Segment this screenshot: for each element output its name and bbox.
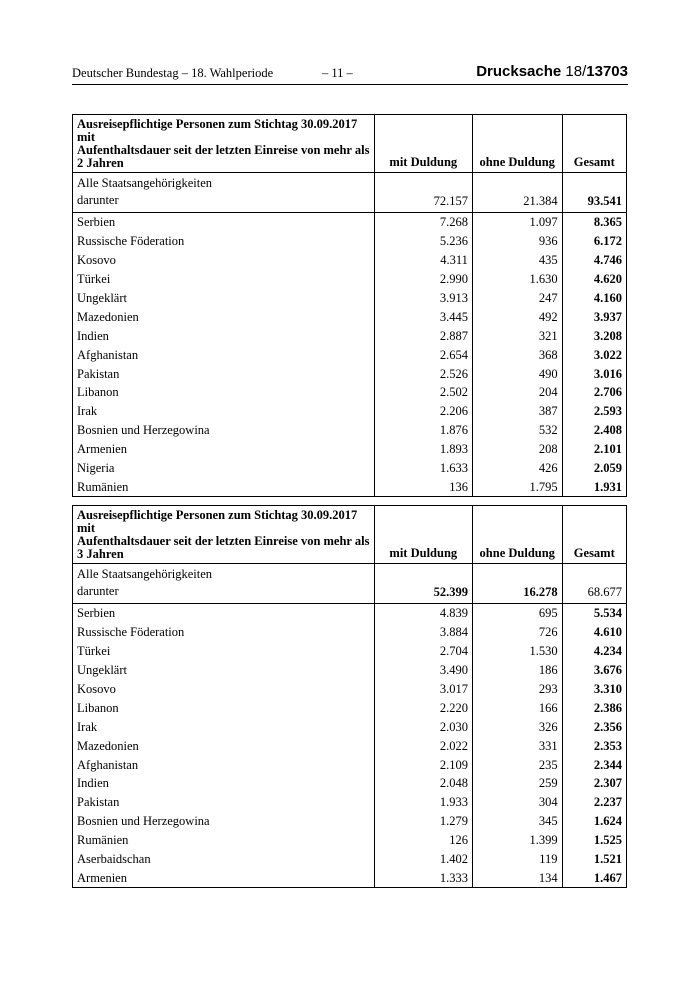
ohne-duldung-cell: 304 [472, 793, 562, 812]
col-header-ohne-duldung: ohne Duldung [472, 115, 562, 173]
country-cell: Russische Föderation [73, 623, 375, 642]
gesamt-cell: 2.386 [562, 698, 626, 717]
gesamt-cell: 2.408 [562, 421, 626, 440]
mit-duldung-cell: 2.206 [374, 402, 472, 421]
table-row [73, 383, 627, 402]
country-cell: Russische Föderation [73, 232, 375, 251]
doc-number: 13703 [586, 63, 628, 80]
table-row [73, 604, 627, 623]
table-row [73, 831, 627, 850]
table-row [73, 755, 627, 774]
table-row [73, 680, 627, 699]
gesamt-cell: 3.310 [562, 680, 626, 699]
ohne-duldung-cell: 387 [472, 402, 562, 421]
table-row [73, 326, 627, 345]
country-cell: Aserbaidschan [73, 850, 375, 869]
gesamt-cell: 2.593 [562, 402, 626, 421]
country-cell: Mazedonien [73, 307, 375, 326]
country-cell: Armenien [73, 868, 375, 887]
table-row [73, 364, 627, 383]
ohne-duldung-cell: 326 [472, 717, 562, 736]
gesamt-cell: 1.931 [562, 477, 626, 496]
gesamt-cell: 4.610 [562, 623, 626, 642]
gesamt-cell: 1.624 [562, 812, 626, 831]
col-header-mit-duldung: mit Duldung [374, 506, 472, 564]
mit-duldung-cell: 2.654 [374, 345, 472, 364]
total-gesamt: 93.541 [562, 173, 626, 213]
gesamt-cell: 4.620 [562, 270, 626, 289]
gesamt-cell: 3.016 [562, 364, 626, 383]
table-row [73, 402, 627, 421]
table-header-row [73, 506, 627, 564]
mit-duldung-cell: 2.022 [374, 736, 472, 755]
mit-duldung-cell: 2.048 [374, 774, 472, 793]
mit-duldung-cell: 4.839 [374, 604, 472, 623]
table-row [73, 736, 627, 755]
document-number [476, 63, 628, 80]
ohne-duldung-cell: 259 [472, 774, 562, 793]
gesamt-cell: 2.059 [562, 459, 626, 478]
ohne-duldung-cell: 166 [472, 698, 562, 717]
mit-duldung-cell: 4.311 [374, 251, 472, 270]
mit-duldung-cell: 3.445 [374, 307, 472, 326]
ohne-duldung-cell: 186 [472, 661, 562, 680]
gesamt-cell: 2.237 [562, 793, 626, 812]
table-row [73, 289, 627, 308]
ohne-duldung-cell: 1.530 [472, 642, 562, 661]
gesamt-cell: 5.534 [562, 604, 626, 623]
total-ohne: 16.278 [472, 564, 562, 604]
mit-duldung-cell: 1.893 [374, 440, 472, 459]
table-row [73, 440, 627, 459]
gesamt-cell: 2.101 [562, 440, 626, 459]
country-cell: Serbien [73, 213, 375, 232]
country-cell: Afghanistan [73, 755, 375, 774]
gesamt-cell: 3.208 [562, 326, 626, 345]
ohne-duldung-cell: 235 [472, 755, 562, 774]
country-cell: Kosovo [73, 251, 375, 270]
doc-prefix: 18/ [565, 63, 587, 80]
table-row [73, 850, 627, 869]
table-row [73, 661, 627, 680]
total-label: Alle Staatsangehörigkeiten darunter [73, 173, 375, 213]
col-header-gesamt: Gesamt [562, 506, 626, 564]
country-cell: Ungeklärt [73, 289, 375, 308]
ohne-duldung-cell: 726 [472, 623, 562, 642]
mit-duldung-cell: 1.933 [374, 793, 472, 812]
mit-duldung-cell: 2.030 [374, 717, 472, 736]
mit-duldung-cell: 2.220 [374, 698, 472, 717]
gesamt-cell: 4.234 [562, 642, 626, 661]
header-divider [72, 84, 628, 85]
ohne-duldung-cell: 1.795 [472, 477, 562, 496]
total-mit: 52.399 [374, 564, 472, 604]
table-row [73, 459, 627, 478]
page-number: – 11 – [322, 66, 353, 80]
country-cell: Pakistan [73, 364, 375, 383]
ohne-duldung-cell: 208 [472, 440, 562, 459]
mit-duldung-cell: 1.279 [374, 812, 472, 831]
ohne-duldung-cell: 134 [472, 868, 562, 887]
ohne-duldung-cell: 293 [472, 680, 562, 699]
gesamt-cell: 4.746 [562, 251, 626, 270]
col-header-mit-duldung: mit Duldung [374, 115, 472, 173]
country-cell: Afghanistan [73, 345, 375, 364]
mit-duldung-cell: 2.887 [374, 326, 472, 345]
col-header-gesamt: Gesamt [562, 115, 626, 173]
col-header-ohne-duldung: ohne Duldung [472, 506, 562, 564]
country-cell: Mazedonien [73, 736, 375, 755]
ohne-duldung-cell: 695 [472, 604, 562, 623]
ohne-duldung-cell: 492 [472, 307, 562, 326]
mit-duldung-cell: 2.704 [374, 642, 472, 661]
gesamt-cell: 3.937 [562, 307, 626, 326]
gesamt-cell: 1.525 [562, 831, 626, 850]
ohne-duldung-cell: 345 [472, 812, 562, 831]
table-three-years [72, 505, 627, 888]
table-two-years [72, 114, 627, 497]
ohne-duldung-cell: 435 [472, 251, 562, 270]
country-cell: Libanon [73, 698, 375, 717]
country-cell: Indien [73, 774, 375, 793]
total-gesamt: 68.677 [562, 564, 626, 604]
ohne-duldung-cell: 247 [472, 289, 562, 308]
table-row [73, 421, 627, 440]
country-cell: Irak [73, 402, 375, 421]
country-cell: Pakistan [73, 793, 375, 812]
table-row [73, 213, 627, 232]
country-cell: Irak [73, 717, 375, 736]
mit-duldung-cell: 3.913 [374, 289, 472, 308]
ohne-duldung-cell: 331 [472, 736, 562, 755]
table-row [73, 307, 627, 326]
total-row [73, 564, 627, 604]
table-row [73, 793, 627, 812]
table-title: Ausreisepflichtige Personen zum Stichtag 30.09.2017 mit Aufenthaltsdauer seit der letzten Einreise von mehr als 3 Jahren [73, 506, 375, 564]
ohne-duldung-cell: 1.630 [472, 270, 562, 289]
mit-duldung-cell: 1.633 [374, 459, 472, 478]
mit-duldung-cell: 2.990 [374, 270, 472, 289]
gesamt-cell: 2.344 [562, 755, 626, 774]
country-cell: Türkei [73, 642, 375, 661]
total-mit: 72.157 [374, 173, 472, 213]
gesamt-cell: 6.172 [562, 232, 626, 251]
ohne-duldung-cell: 321 [472, 326, 562, 345]
mit-duldung-cell: 5.236 [374, 232, 472, 251]
table-row [73, 232, 627, 251]
country-cell: Indien [73, 326, 375, 345]
gesamt-cell: 3.022 [562, 345, 626, 364]
table-title: Ausreisepflichtige Personen zum Stichtag 30.09.2017 mit Aufenthaltsdauer seit der letzten Einreise von mehr als 2 Jahren [73, 115, 375, 173]
ohne-duldung-cell: 1.399 [472, 831, 562, 850]
gesamt-cell: 3.676 [562, 661, 626, 680]
table-row [73, 774, 627, 793]
mit-duldung-cell: 1.402 [374, 850, 472, 869]
table-row [73, 717, 627, 736]
ohne-duldung-cell: 426 [472, 459, 562, 478]
gesamt-cell: 2.706 [562, 383, 626, 402]
mit-duldung-cell: 126 [374, 831, 472, 850]
gesamt-cell: 2.356 [562, 717, 626, 736]
table-row [73, 345, 627, 364]
country-cell: Bosnien und Herzegowina [73, 812, 375, 831]
ohne-duldung-cell: 490 [472, 364, 562, 383]
country-cell: Ungeklärt [73, 661, 375, 680]
table-row [73, 812, 627, 831]
country-cell: Serbien [73, 604, 375, 623]
table-row [73, 868, 627, 887]
ohne-duldung-cell: 204 [472, 383, 562, 402]
country-cell: Armenien [73, 440, 375, 459]
doc-label: Drucksache [476, 63, 562, 80]
country-cell: Türkei [73, 270, 375, 289]
mit-duldung-cell: 2.109 [374, 755, 472, 774]
mit-duldung-cell: 136 [374, 477, 472, 496]
gesamt-cell: 2.307 [562, 774, 626, 793]
table-row [73, 698, 627, 717]
total-ohne: 21.384 [472, 173, 562, 213]
ohne-duldung-cell: 368 [472, 345, 562, 364]
mit-duldung-cell: 2.526 [374, 364, 472, 383]
mit-duldung-cell: 1.876 [374, 421, 472, 440]
table-row [73, 477, 627, 496]
table-row [73, 270, 627, 289]
gesamt-cell: 8.365 [562, 213, 626, 232]
total-row [73, 173, 627, 213]
country-cell: Bosnien und Herzegowina [73, 421, 375, 440]
ohne-duldung-cell: 119 [472, 850, 562, 869]
table-row [73, 623, 627, 642]
mit-duldung-cell: 2.502 [374, 383, 472, 402]
ohne-duldung-cell: 936 [472, 232, 562, 251]
table-row [73, 642, 627, 661]
country-cell: Kosovo [73, 680, 375, 699]
gesamt-cell: 1.521 [562, 850, 626, 869]
mit-duldung-cell: 3.490 [374, 661, 472, 680]
country-cell: Rumänien [73, 477, 375, 496]
gesamt-cell: 2.353 [562, 736, 626, 755]
ohne-duldung-cell: 1.097 [472, 213, 562, 232]
ohne-duldung-cell: 532 [472, 421, 562, 440]
gesamt-cell: 4.160 [562, 289, 626, 308]
country-cell: Rumänien [73, 831, 375, 850]
mit-duldung-cell: 3.017 [374, 680, 472, 699]
mit-duldung-cell: 3.884 [374, 623, 472, 642]
country-cell: Libanon [73, 383, 375, 402]
mit-duldung-cell: 7.268 [374, 213, 472, 232]
table-row [73, 251, 627, 270]
total-label: Alle Staatsangehörigkeiten darunter [73, 564, 375, 604]
table-header-row [73, 115, 627, 173]
header-publication: Deutscher Bundestag – 18. Wahlperiode [72, 66, 274, 80]
mit-duldung-cell: 1.333 [374, 868, 472, 887]
country-cell: Nigeria [73, 459, 375, 478]
gesamt-cell: 1.467 [562, 868, 626, 887]
